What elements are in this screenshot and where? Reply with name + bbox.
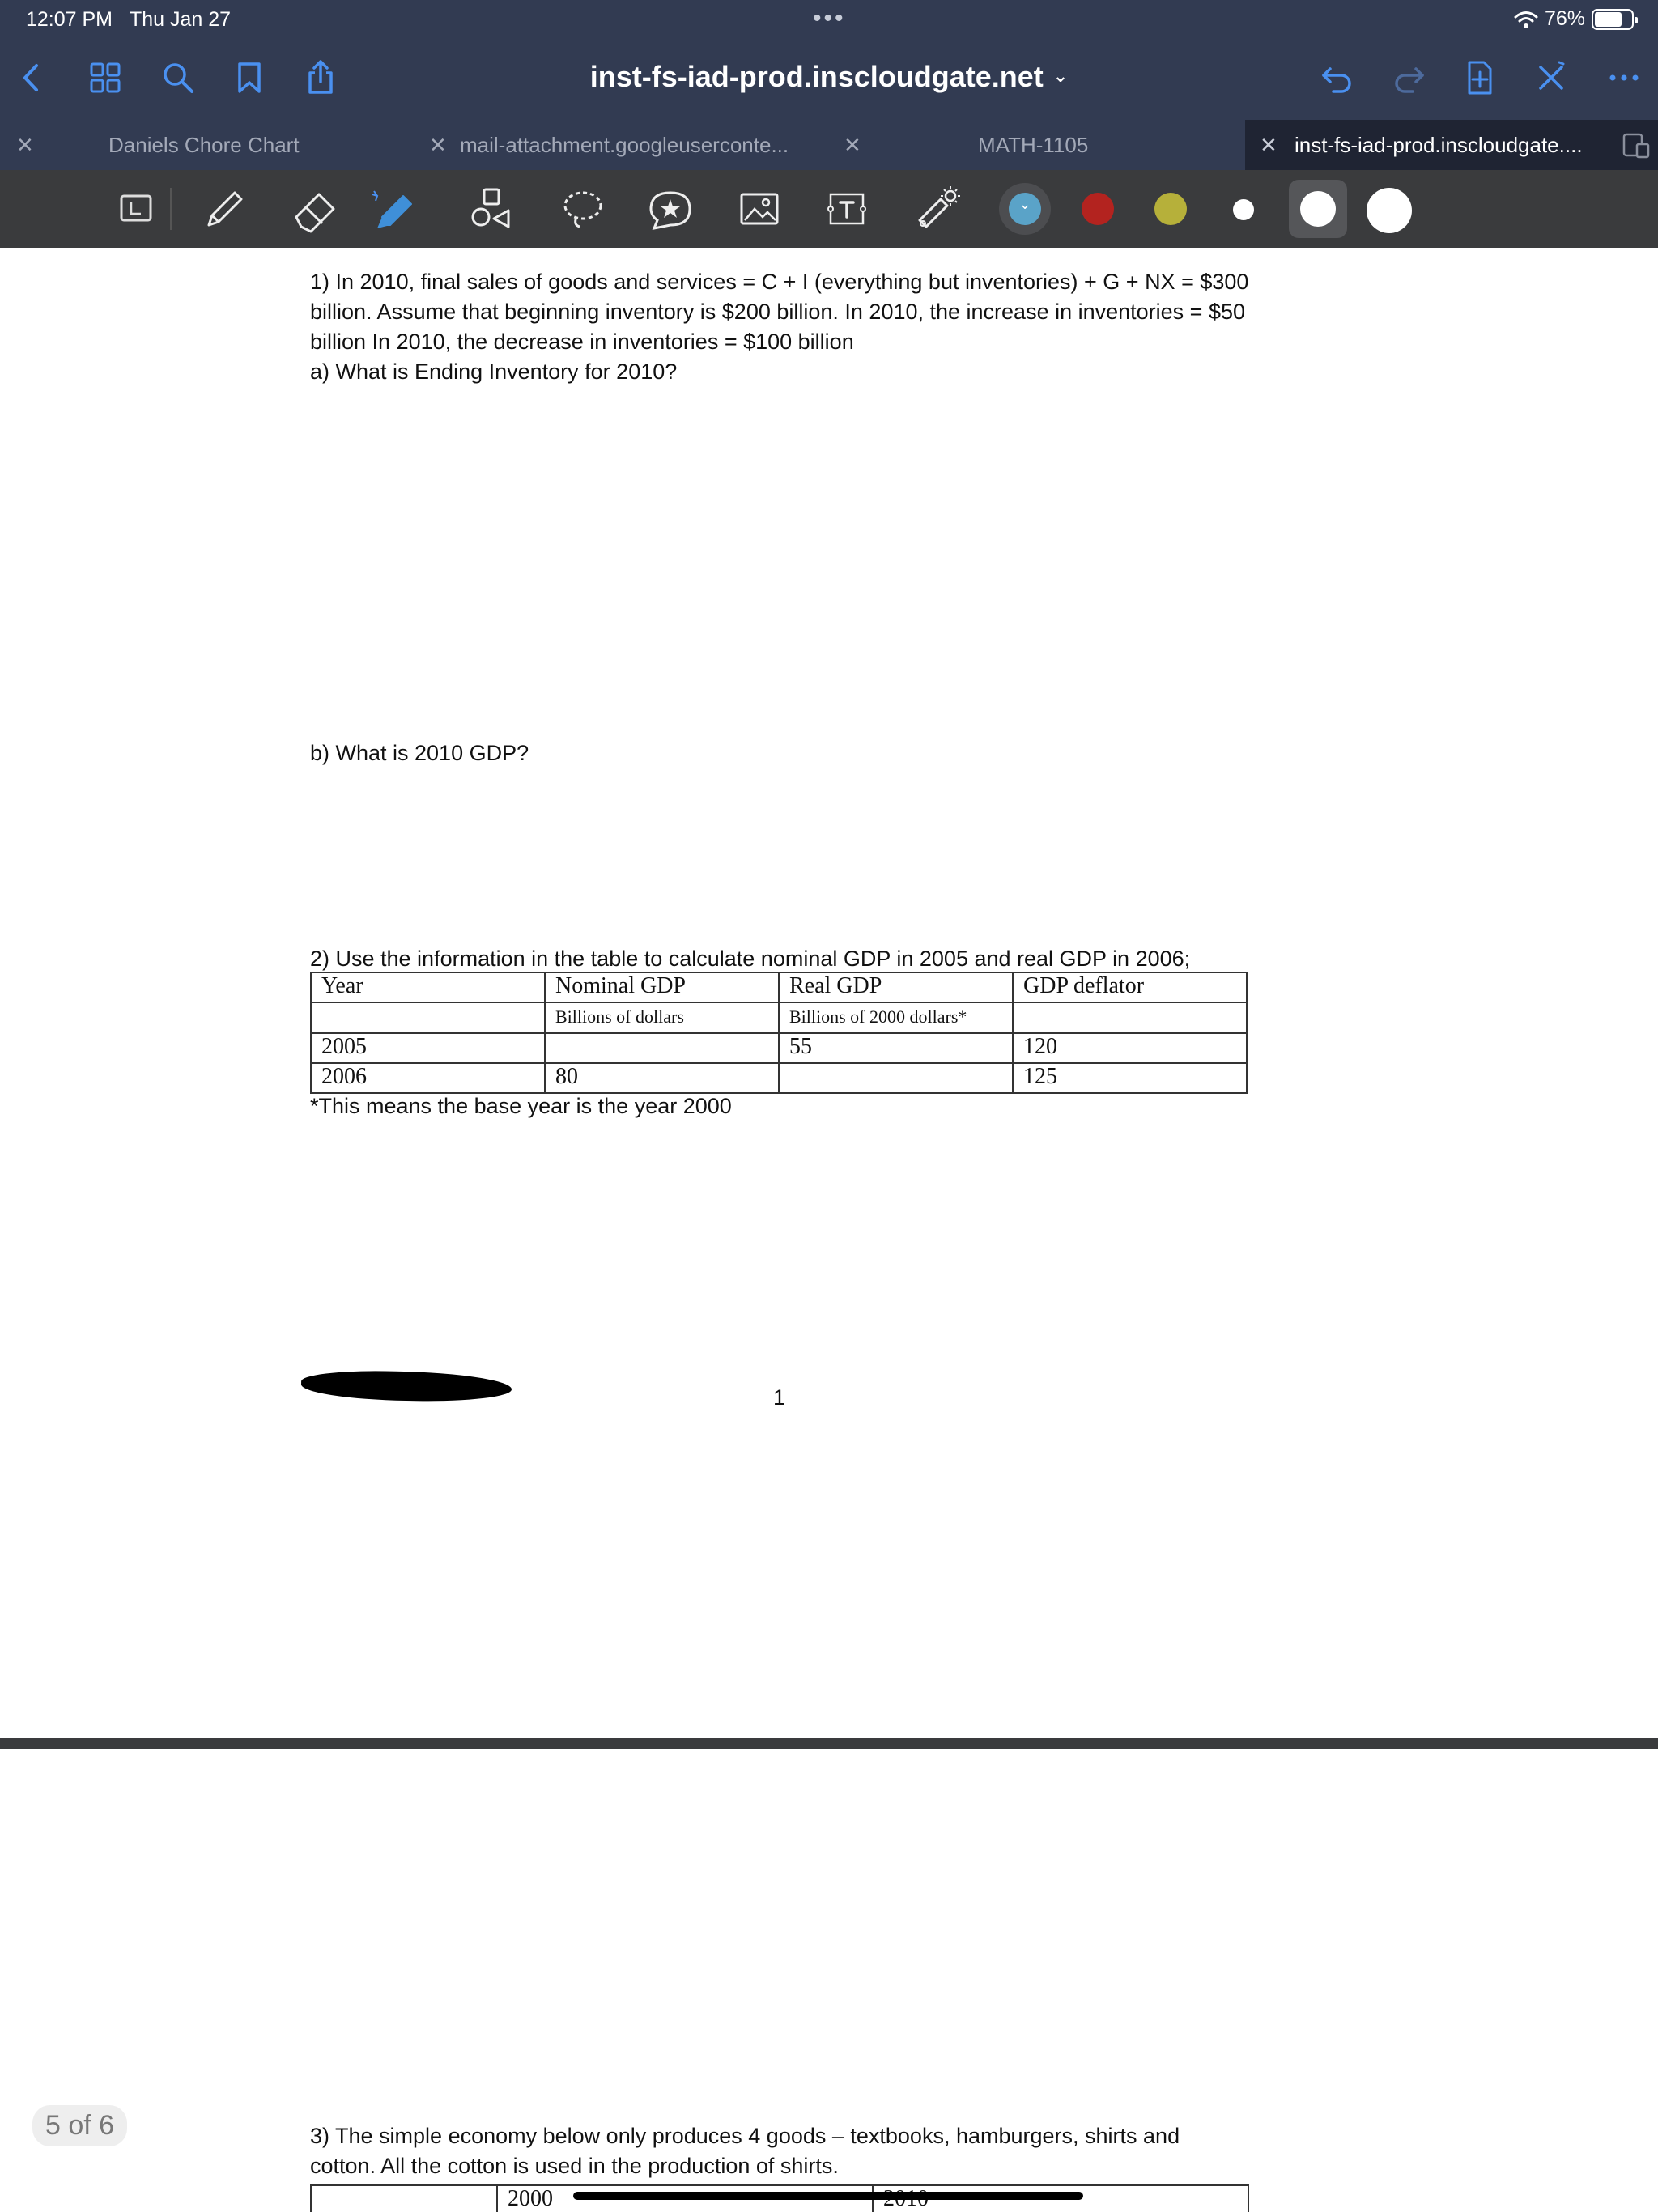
image-tool-icon[interactable] (730, 180, 789, 238)
table-cell (545, 1033, 779, 1063)
home-indicator[interactable] (573, 2192, 1083, 2200)
table-header (311, 2185, 497, 2212)
gdp-table (310, 972, 1248, 1094)
tab-label: inst-fs-iad-prod.inscloudgate.... (1295, 133, 1583, 157)
text-tool-icon[interactable] (818, 180, 876, 238)
tab-label: Daniels Chore Chart (108, 133, 300, 157)
add-page-icon[interactable] (1457, 55, 1503, 100)
table-header: Real GDP (779, 972, 1013, 1002)
page-number: 1 (773, 1385, 786, 1410)
close-editing-icon[interactable] (1528, 55, 1574, 100)
status-time: 12:07 PM (26, 8, 113, 31)
tab-label: MATH-1105 (978, 133, 1089, 157)
nav-bar (0, 40, 1658, 120)
lasso-tool-icon[interactable] (554, 180, 612, 238)
page-indicator: 5 of 6 (32, 2105, 127, 2146)
status-bar (0, 0, 1658, 40)
document-page-2 (0, 1749, 1658, 2212)
elements-star-icon[interactable] (641, 180, 699, 238)
question-2-text: 2) Use the information in the table to calculate nominal GDP in 2005 and real GDP in 2006; (310, 946, 1191, 971)
color-swatch-blue[interactable] (1009, 193, 1041, 225)
question-1b-text: b) What is 2010 GDP? (310, 741, 529, 765)
table-cell (1013, 1002, 1247, 1033)
table-cell (779, 1063, 1013, 1093)
question-1a-text: a) What is Ending Inventory for 2010? (310, 359, 678, 384)
question-1-text: 1) In 2010, final sales of goods and services = C + I (everything but inventories) + G + NX = $300 billion. Assume that beginning inventory is $200 billion. In 2010, the increase in inventories = $50 billion In 2010, the decrease in inventories = $100 billion (310, 270, 1249, 354)
table-footnote: *This means the base year is the year 2000 (310, 1094, 732, 1118)
status-right (1514, 7, 1634, 31)
color-swatch-yellow[interactable] (1154, 193, 1187, 225)
table-cell: Billions of 2000 dollars* (779, 1002, 1013, 1033)
toolbar-toggle-icon[interactable] (105, 180, 164, 238)
tab-mail-attachment[interactable] (429, 120, 834, 170)
tab-close-icon[interactable]: ✕ (844, 133, 861, 157)
table-units-row (311, 1002, 1247, 1033)
tab-close-icon[interactable]: ✕ (1260, 133, 1278, 157)
shapes-tool-icon[interactable] (461, 180, 520, 238)
stroke-size-large[interactable] (1367, 188, 1412, 233)
tab-math-1105[interactable] (844, 120, 1248, 170)
tab-inst-fs-iad-prod[interactable] (1245, 120, 1658, 170)
status-date: Thu Jan 27 (130, 8, 232, 31)
table-cell: Billions of dollars (545, 1002, 779, 1033)
laser-pointer-icon[interactable] (908, 180, 967, 238)
table-header: GDP deflator (1013, 972, 1247, 1002)
color-swatch-red[interactable] (1082, 193, 1114, 225)
tab-overview-icon[interactable] (1622, 133, 1650, 159)
chevron-down-icon: ⌄ (1052, 66, 1069, 86)
battery-fill (1595, 12, 1622, 27)
table-row (311, 1063, 1247, 1093)
table-cell: 80 (545, 1063, 779, 1093)
pen-tool-icon[interactable] (194, 180, 253, 238)
battery-icon (1592, 9, 1634, 30)
table-cell: 125 (1013, 1063, 1247, 1093)
annotation-toolbar (0, 170, 1658, 248)
document-page (0, 248, 1658, 1738)
document-title-text: inst-fs-iad-prod.inscloudgate.net (589, 60, 1044, 93)
more-options-icon[interactable] (1600, 55, 1648, 100)
tab-close-icon[interactable]: ✕ (16, 133, 34, 157)
table-cell: 120 (1013, 1033, 1247, 1063)
tab-daniels-chore-chart[interactable] (16, 120, 421, 170)
table-cell: 55 (779, 1033, 1013, 1063)
page-divider (0, 1738, 1658, 1749)
question-1 (310, 267, 1249, 387)
chevron-down-icon: ⌄ (1018, 196, 1031, 212)
battery-percent: 76% (1544, 7, 1585, 30)
table-header: Nominal GDP (545, 972, 779, 1002)
question-3-text: 3) The simple economy below only produces 4 goods – textbooks, hamburgers, shirts and cotton. All the cotton is used in the production of shirts. (310, 2124, 1180, 2178)
tab-close-icon[interactable]: ✕ (429, 133, 447, 157)
table-header: 2000 (497, 2185, 873, 2212)
toolbar-divider (170, 188, 172, 230)
table-header: Year (311, 972, 545, 1002)
table-cell: 2006 (311, 1063, 545, 1093)
undo-icon[interactable] (1315, 55, 1360, 100)
multitasking-dots-icon[interactable]: ••• (813, 5, 846, 32)
redaction-mark (301, 1370, 512, 1403)
highlighter-tool-icon[interactable] (361, 180, 419, 238)
table-cell: 2005 (311, 1033, 545, 1063)
tab-strip (0, 120, 1658, 170)
table-cell (311, 1002, 545, 1033)
table-row (311, 1033, 1247, 1063)
app-header (0, 0, 1658, 120)
tab-label: mail-attachment.googleuserconte... (460, 133, 789, 157)
eraser-tool-icon[interactable] (285, 180, 343, 238)
stroke-size-medium-selected[interactable] (1289, 180, 1347, 238)
wifi-icon (1514, 10, 1538, 29)
redo-icon[interactable] (1386, 55, 1431, 100)
stroke-size-small[interactable] (1233, 199, 1254, 220)
table-header-row (311, 972, 1247, 1002)
